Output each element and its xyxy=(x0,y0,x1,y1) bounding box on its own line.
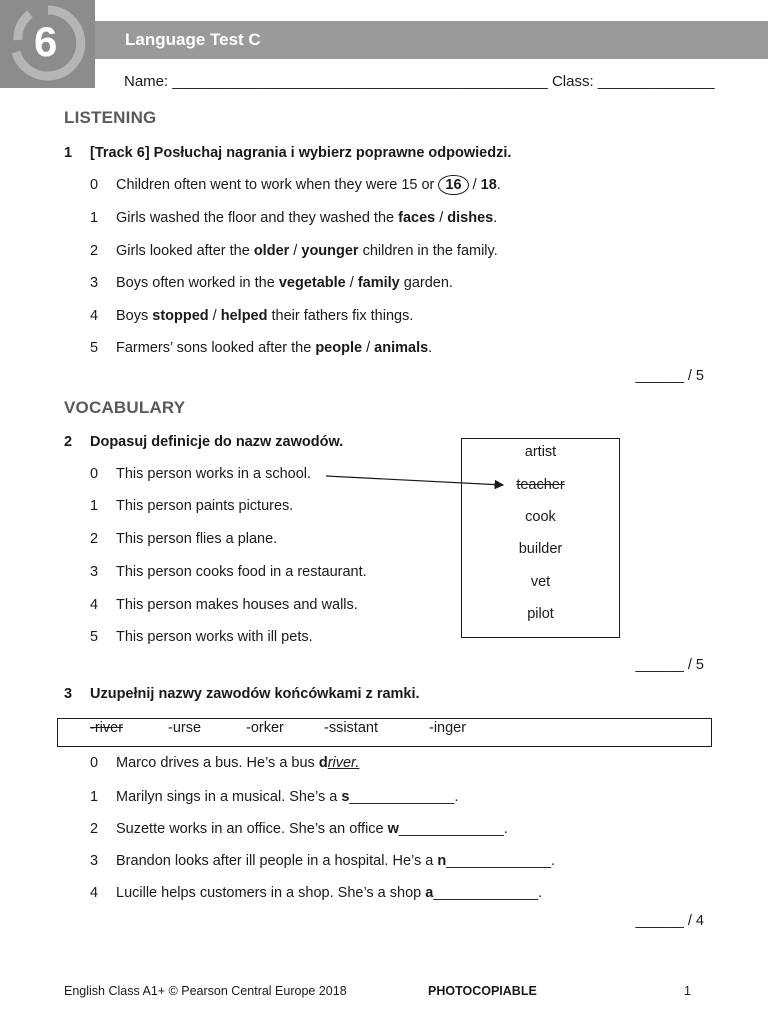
word-box-item-teacher[interactable]: teacher xyxy=(516,477,565,493)
footer-copyright: English Class A1+ © Pearson Central Europe 2018 xyxy=(64,984,347,998)
vocabulary-heading: VOCABULARY xyxy=(64,398,186,417)
gap-fill-item-3 xyxy=(116,853,555,869)
option-separator: / xyxy=(468,177,481,193)
item-text-start: Girls washed the floor and they washed the xyxy=(116,210,399,226)
item-text-end: . xyxy=(503,821,508,837)
item-text-start: Boys often worked in the xyxy=(116,275,279,291)
item-text-end: . xyxy=(493,210,498,226)
ending-item[interactable]: -inger xyxy=(429,720,467,736)
word-box-item-pilot[interactable]: pilot xyxy=(527,606,554,622)
listening-item-1 xyxy=(116,210,497,226)
name-class-line xyxy=(124,73,715,90)
item-text-end: . xyxy=(428,340,433,356)
gap-fill-item-1 xyxy=(116,789,458,805)
name-label: Name: xyxy=(124,73,169,90)
item-number: 3 xyxy=(90,853,99,869)
option-separator: / xyxy=(289,243,302,259)
item-text-start: Brandon looks after ill people in a hospital. He’s a xyxy=(116,853,438,869)
option-separator: / xyxy=(435,210,448,226)
definition-item-3: This person cooks food in a restaurant. xyxy=(116,564,367,580)
definition-item-2: This person flies a plane. xyxy=(116,531,278,547)
class-label: Class: xyxy=(551,73,594,90)
option-separator: / xyxy=(362,340,375,356)
answer-option-1: 16 xyxy=(438,175,468,195)
word-box-item-cook[interactable]: cook xyxy=(525,509,556,525)
gap-fill-item-0 xyxy=(116,755,359,771)
first-letter: d xyxy=(318,755,328,771)
answer-option-1: people xyxy=(315,340,363,356)
listening-item-4 xyxy=(116,308,413,324)
unit-number: 6 xyxy=(34,18,58,65)
first-letter: s xyxy=(341,789,350,805)
first-letter: a xyxy=(425,885,434,901)
item-number: 1 xyxy=(90,789,99,805)
definition-item-5: This person works with ill pets. xyxy=(116,629,313,645)
item-number: 4 xyxy=(90,597,99,613)
example-answer: river. xyxy=(327,755,360,771)
answer-option-1: stopped xyxy=(152,308,209,324)
answer-option-1: faces xyxy=(398,210,436,226)
ending-item[interactable]: -urse xyxy=(168,720,202,736)
item-number: 2 xyxy=(90,243,99,259)
listening-item-5 xyxy=(116,340,432,356)
gap-fill-item-4 xyxy=(116,885,542,901)
definition-item-0: This person works in a school. xyxy=(116,466,312,482)
task-3-instruction: Uzupełnij nazwy zawodów końcówkami z ramki. xyxy=(90,686,420,702)
ending-item[interactable]: -ssistant xyxy=(324,720,378,736)
class-field[interactable]: ______________ xyxy=(597,73,715,90)
task-2-number: 2 xyxy=(64,434,73,450)
word-box-item-builder[interactable]: builder xyxy=(518,541,563,557)
definition-item-4: This person makes houses and walls. xyxy=(116,597,358,613)
item-text-start: Suzette works in an office. She’s an office xyxy=(116,821,388,837)
answer-blank[interactable]: _____________ xyxy=(433,885,539,901)
item-number: 2 xyxy=(90,821,99,837)
gap-fill-item-2 xyxy=(116,821,508,837)
item-text-end: . xyxy=(538,885,543,901)
answer-option-1: vegetable xyxy=(278,275,346,291)
item-number: 1 xyxy=(90,498,99,514)
answer-option-2: animals xyxy=(374,340,429,356)
item-number: 1 xyxy=(90,210,99,226)
item-text-start: Girls looked after the xyxy=(116,243,254,259)
item-text-start: Children often went to work when they were 15 or xyxy=(116,177,439,193)
endings-box xyxy=(57,718,712,747)
item-text-end: . xyxy=(496,177,501,193)
task-2-instruction: Dopasuj definicje do nazw zawodów. xyxy=(90,434,344,450)
item-text-start: Lucille helps customers in a shop. She’s a shop xyxy=(116,885,426,901)
item-number: 5 xyxy=(90,629,99,645)
unit-badge xyxy=(0,0,95,88)
task-1-number: 1 xyxy=(64,145,73,161)
option-separator: / xyxy=(345,275,358,291)
answer-blank[interactable]: _____________ xyxy=(349,789,455,805)
answer-option-2: helped xyxy=(220,308,268,324)
item-number: 4 xyxy=(90,308,99,324)
footer-page-number: 1 xyxy=(684,984,691,998)
item-number: 0 xyxy=(90,177,99,193)
footer-photocopiable: PHOTOCOPIABLE xyxy=(428,984,537,998)
answer-option-2: 18 xyxy=(480,177,497,193)
first-letter: n xyxy=(437,853,447,869)
item-number: 2 xyxy=(90,531,99,547)
listening-heading: LISTENING xyxy=(64,108,157,127)
task-2-score: ______ / 5 xyxy=(635,657,704,673)
answer-option-2: family xyxy=(357,275,400,291)
definition-item-1: This person paints pictures. xyxy=(116,498,294,514)
item-text-end: garden. xyxy=(399,275,453,291)
item-number: 3 xyxy=(90,275,99,291)
task-1-instruction: [Track 6] Posłuchaj nagrania i wybierz poprawne odpowiedzi. xyxy=(90,145,512,161)
item-text-start: Boys xyxy=(116,308,153,324)
test-title: Language Test C xyxy=(125,30,261,49)
answer-option-2: younger xyxy=(301,243,359,259)
name-field[interactable]: _____________________________________________ xyxy=(172,73,548,90)
answer-blank[interactable]: _____________ xyxy=(398,821,504,837)
item-text-end: . xyxy=(551,853,556,869)
answer-option-1: older xyxy=(253,243,290,259)
item-number: 4 xyxy=(90,885,99,901)
item-text-start: Marco drives a bus. He’s a bus xyxy=(116,755,319,771)
listening-item-2 xyxy=(116,243,498,259)
task-3-number: 3 xyxy=(64,686,73,702)
answer-blank[interactable]: _____________ xyxy=(446,853,552,869)
first-letter: w xyxy=(387,821,399,837)
answer-option-2: dishes xyxy=(447,210,494,226)
item-number: 0 xyxy=(90,466,99,482)
ending-item[interactable]: -orker xyxy=(246,720,284,736)
listening-item-0 xyxy=(116,177,501,193)
option-separator: / xyxy=(208,308,221,324)
ending-item[interactable]: -river xyxy=(90,720,124,736)
item-text-start: Farmers’ sons looked after the xyxy=(116,340,316,356)
item-text-end: children in the family. xyxy=(358,243,498,259)
item-text-start: Marilyn sings in a musical. She’s a xyxy=(116,789,342,805)
task-1-score: ______ / 5 xyxy=(635,368,704,384)
item-number: 0 xyxy=(90,755,99,771)
word-box-item-artist[interactable]: artist xyxy=(524,444,557,460)
task-3-score: ______ / 4 xyxy=(635,913,704,929)
item-text-end: . xyxy=(454,789,459,805)
listening-item-3 xyxy=(116,275,453,291)
item-number: 3 xyxy=(90,564,99,580)
word-box-item-vet[interactable]: vet xyxy=(530,574,551,590)
item-text-end: their fathers fix things. xyxy=(267,308,414,324)
item-number: 5 xyxy=(90,340,99,356)
